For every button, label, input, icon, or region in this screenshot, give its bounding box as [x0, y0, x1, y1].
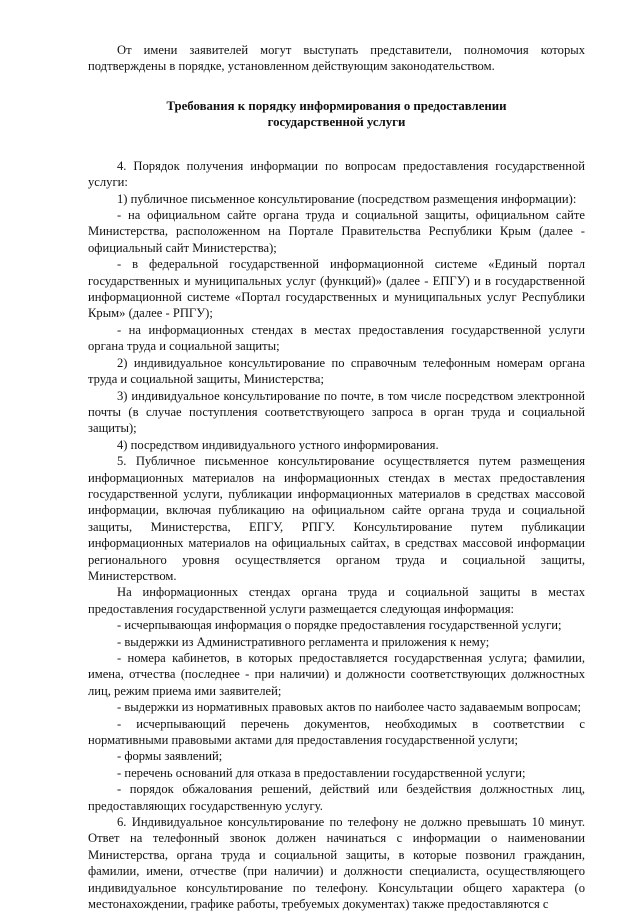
stand-item-acts: - выдержки из нормативных правовых актов по наиболее часто задаваемым вопросам; [117, 700, 582, 715]
sub-item-stands: - на информационных стендах в местах предоставления государственной услуги органа труда и социальной защиты; [88, 322, 585, 354]
stand-item-refusal: - перечень оснований для отказа в предоставлении государственной услуги; [117, 765, 526, 780]
list-item-1: 1) публичное письменное консультирование (посредством размещения информации): [117, 191, 577, 206]
document-page [88, 42, 585, 913]
paragraph-6: 6. Индивидуальное консультирование по телефону не должно превышать 10 минут. Ответ на телефонный звонок должен начинаться с информации о наименовании Министерства, органа труда и социальной защиты, в которые позвонил гражданин, фамилии, имени, отчестве (при наличии) и должности специалиста, осуществляющего индивидуальное консультирование по телефону. Консультации общего характера (о местонахождении, графике работы, требуемых документах) также предоставляются с [88, 815, 585, 912]
list-item-4: 4) посредством индивидуального устного информирования. [117, 437, 439, 452]
section-heading-line-1: Требования к порядку информирования о предоставлении [166, 98, 507, 113]
sub-item-epgu: - в федеральной государственной информационной системе «Единый портал государственных и муниципальных услуг (функций)» (далее - ЕПГУ) и в государственной информационной системе «Портал государственных и муниципальных услуг Республики Крым» (далее - РПГУ); [88, 257, 585, 321]
sub-item-official-site: - на официальном сайте органа труда и социальной защиты, официальном сайте Министерства, расположенном на Портале Правительства Республики Крым (далее - официальный сайт Министерства); [88, 208, 585, 255]
section-heading-line-2: государственной услуги [267, 114, 406, 129]
stand-item-documents: - исчерпывающий перечень документов, необходимых в соответствии с нормативными правовыми актами для предоставления государственной услуги; [88, 716, 585, 748]
intro-paragraph: От имени заявителей могут выступать представители, полномочия которых подтверждены в порядке, установленном действующим законодательством. [88, 43, 585, 74]
stand-item-excerpts: - выдержки из Административного регламента и приложения к нему; [117, 634, 490, 649]
stands-intro: На информационных стендах органа труда и социальной защиты в местах предоставления государственной услуги размещается следующая информация: [88, 585, 585, 616]
stand-item-info: - исчерпывающая информация о порядке предоставления государственной услуги; [117, 618, 562, 633]
list-item-3: 3) индивидуальное консультирование по почте, в том числе посредством электронной почты (в случае поступления соответствующего запроса в орган труда и социальной защиты); [88, 388, 585, 436]
paragraph-5: 5. Публичное письменное консультирование осуществляется путем размещения информационных материалов на информационных стендах в местах предоставления государственной услуги, публикации информационных материалов в средствах массовой информации, включая публикацию на официальном сайте органа труда и социальной защиты, Министерства, ЕПГУ, РПГУ. Консультирование путем публикации информационных материалов на официальных сайтах, в средствах массовой информации регионального уровня осуществляется органом труда и социальной защиты, Министерством. [88, 454, 585, 583]
stand-item-appeal: - порядок обжалования решений, действий или бездействия должностных лиц, предоставляющих государственную услугу. [88, 782, 585, 813]
list-item-2: 2) индивидуальное консультирование по справочным телефонным номерам органа труда и социальной защиты, Министерства; [88, 355, 585, 387]
stand-item-rooms: - номера кабинетов, в которых предоставляется государственная услуга; фамилии, имена, отчества (последнее - при наличии) и должности соответствующих должностных лиц, режим приема ими заявителей; [88, 651, 585, 698]
paragraph-4: 4. Порядок получения информации по вопросам предоставления государственной услуги: [88, 158, 585, 190]
section-heading [88, 98, 585, 130]
stand-item-forms: - формы заявлений; [117, 749, 223, 764]
